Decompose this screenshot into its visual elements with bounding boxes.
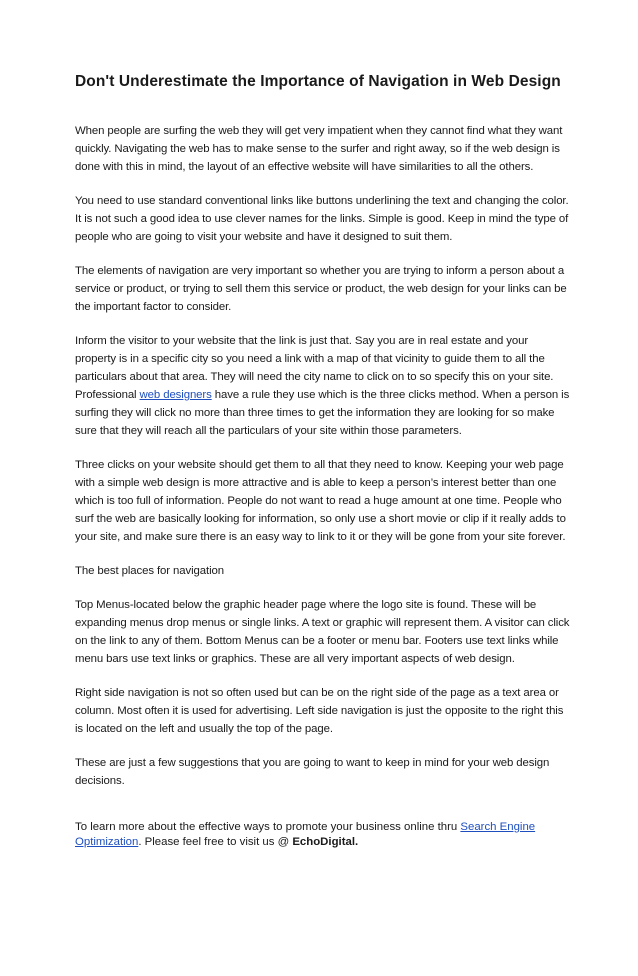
paragraph-9: These are just a few suggestions that you are going to want to keep in mind for your web design decisions. (75, 757, 550, 787)
footer-text-before: To learn more about the effective ways to promote your business online thru (75, 821, 461, 833)
footer-text-middle: . Please feel free to visit us @ (138, 835, 293, 848)
brand-name: EchoDigital. (292, 835, 359, 848)
paragraph-7: Top Menus-located below the graphic header page where the logo site is found. These will be expanding menus drop menus or single links. A text or graphic will represent them. A visitor can click on the link to any of them. Bottom Menus can be a footer or menu bar. Footers use text links while menu bars use text links or graphics. These are all very important aspects of web design. (75, 599, 570, 665)
paragraph-4-text-before: Inform the visitor to your website that the link is just that. Say you are in real estate and your property is in a specific city so you need a link with a map of that vicinity to guide them to all the particulars about that area. They will need the city name to click on to so specify this on your site. Professional (75, 335, 554, 401)
search-engine-optimization-link[interactable]: Search Engine Optimization (75, 821, 536, 848)
section-heading-navigation-places: The best places for navigation (75, 565, 224, 577)
paragraph-1: When people are surfing the web they will get very impatient when they cannot find what they want quickly. Navigating the web has to make sense to the surfer and right away, so if the web design is done with this in mind, the layout of an effective website will have similarities to all the others. (75, 125, 563, 173)
paragraph-4 (75, 332, 570, 440)
footer-note (75, 820, 570, 849)
paragraph-5: Three clicks on your website should get them to all that they need to know. Keeping your web page with a simple web design is more attractive and is able to keep a person’s interest better than one which is too full of information. People do not want to read a huge amount at one time. People who surf the web are basically looking for information, so only use a short movie or clip if it really adds to your site, and make sure there is an easy way to link to it or they will be gone from your site forever. (75, 459, 566, 543)
paragraph-8: Right side navigation is not so often used but can be on the right side of the page as a text area or column. Most often it is used for advertising. Left side navigation is just the opposite to the right this is located on the left and usually the top of the page. (75, 687, 564, 735)
paragraph-4-text-after: have a rule they use which is the three clicks method. When a person is surfing they will click no more than three times to get the information they are looking for so make sure that they will reach all the particulars of your site within those parameters. (75, 389, 570, 437)
document-title: Don't Underestimate the Importance of Navigation in Web Design (75, 73, 561, 90)
paragraph-3: The elements of navigation are very important so whether you are trying to inform a person about a service or product, or trying to sell them this service or product, the web design for your links can be the important factor to consider. (75, 265, 567, 313)
document-page (75, 72, 570, 849)
paragraph-2: You need to use standard conventional links like buttons underlining the text and changing the color. It is not such a good idea to use clever names for the links. Simple is good. Keep in mind the type of people who are going to visit your website and have it designed to suit them. (75, 195, 569, 243)
web-designers-link[interactable]: web designers (139, 389, 212, 401)
